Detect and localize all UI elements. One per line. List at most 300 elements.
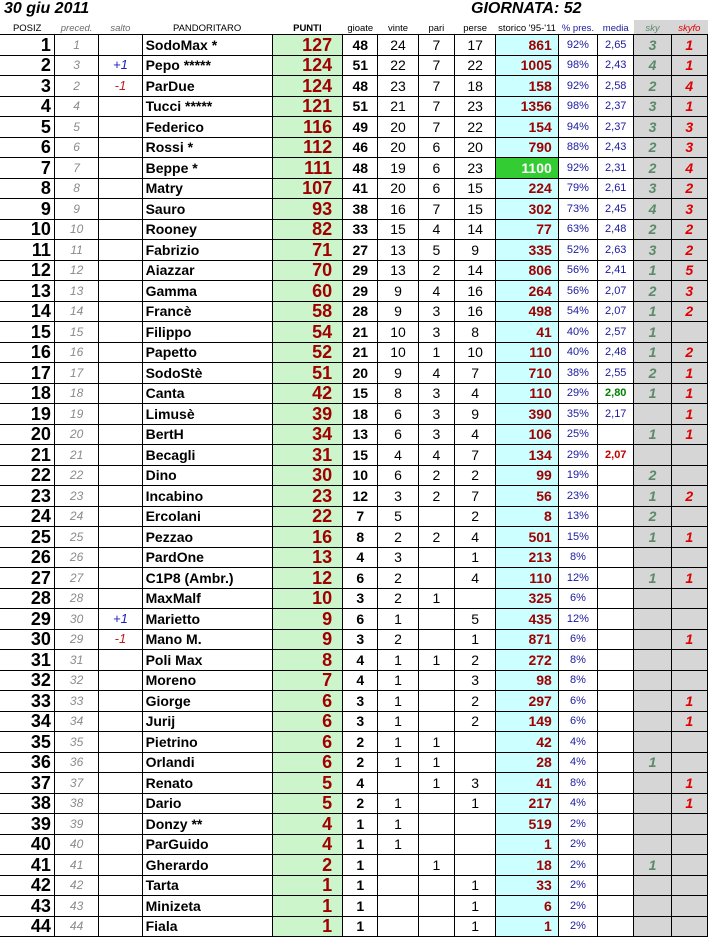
- historic-cell: 42: [496, 732, 558, 753]
- skyfo-cell: 1: [671, 711, 707, 732]
- sky-cell: 1: [634, 568, 671, 589]
- historic-cell: 18: [496, 855, 558, 876]
- won-cell: 4: [378, 445, 418, 466]
- draw-cell: 1: [418, 855, 454, 876]
- points-cell: 127: [272, 35, 343, 56]
- points-cell: 58: [272, 301, 343, 322]
- sky-cell: [634, 670, 671, 691]
- won-cell: 21: [378, 96, 418, 117]
- won-cell: 13: [378, 260, 418, 281]
- points-cell: 111: [272, 158, 343, 179]
- sky-cell: 1: [634, 752, 671, 773]
- historic-cell: 77: [496, 219, 558, 240]
- skyfo-cell: 1: [671, 55, 707, 76]
- header-row: [0, 20, 708, 35]
- lost-cell: 4: [455, 383, 496, 404]
- sky-cell: 2: [634, 158, 671, 179]
- historic-cell: 1356: [496, 96, 558, 117]
- average-cell: [598, 629, 634, 650]
- position-cell: 26: [0, 547, 54, 568]
- player-name-cell: Gherardo: [142, 855, 272, 876]
- played-cell: 7: [343, 506, 378, 527]
- player-name-cell: Dario: [142, 793, 272, 814]
- lost-cell: 4: [455, 568, 496, 589]
- average-cell: [598, 424, 634, 445]
- table-row: [0, 117, 708, 138]
- position-cell: 43: [0, 896, 54, 917]
- table-row: [0, 219, 708, 240]
- points-cell: 30: [272, 465, 343, 486]
- won-cell: 6: [378, 465, 418, 486]
- lost-cell: 15: [455, 199, 496, 220]
- previous-position-cell: 29: [54, 629, 98, 650]
- points-cell: 39: [272, 404, 343, 425]
- position-cell: 22: [0, 465, 54, 486]
- position-cell: 44: [0, 916, 54, 937]
- presence-cell: 6%: [558, 629, 597, 650]
- presence-cell: 54%: [558, 301, 597, 322]
- previous-position-cell: 8: [54, 178, 98, 199]
- sky-cell: 1: [634, 322, 671, 343]
- historic-cell: 28: [496, 752, 558, 773]
- won-cell: 13: [378, 240, 418, 261]
- played-cell: 4: [343, 650, 378, 671]
- player-name-cell: Canta: [142, 383, 272, 404]
- player-name-cell: Francè: [142, 301, 272, 322]
- presence-cell: 6%: [558, 691, 597, 712]
- points-cell: 5: [272, 773, 343, 794]
- historic-cell: 33: [496, 875, 558, 896]
- sky-cell: 3: [634, 240, 671, 261]
- presence-cell: 94%: [558, 117, 597, 138]
- draw-cell: [418, 896, 454, 917]
- historic-cell: 806: [496, 260, 558, 281]
- historic-cell: 335: [496, 240, 558, 261]
- sky-cell: 1: [634, 342, 671, 363]
- won-cell: 15: [378, 219, 418, 240]
- historic-cell: 1100: [496, 158, 558, 179]
- sky-cell: [634, 834, 671, 855]
- played-cell: 51: [343, 96, 378, 117]
- presence-cell: 56%: [558, 281, 597, 302]
- jump-cell: [99, 855, 142, 876]
- table-row: [0, 260, 708, 281]
- draw-cell: 7: [418, 117, 454, 138]
- won-cell: 3: [378, 547, 418, 568]
- lost-cell: 2: [455, 506, 496, 527]
- draw-cell: 1: [418, 773, 454, 794]
- player-name-cell: Becagli: [142, 445, 272, 466]
- player-name-cell: Moreno: [142, 670, 272, 691]
- position-cell: 10: [0, 219, 54, 240]
- lost-cell: 7: [455, 445, 496, 466]
- draw-cell: [418, 793, 454, 814]
- lost-cell: 1: [455, 547, 496, 568]
- played-cell: 38: [343, 199, 378, 220]
- played-cell: 8: [343, 527, 378, 548]
- skyfo-cell: [671, 814, 707, 835]
- position-cell: 34: [0, 711, 54, 732]
- points-cell: 51: [272, 363, 343, 384]
- player-name-cell: Donzy **: [142, 814, 272, 835]
- draw-cell: [418, 629, 454, 650]
- sky-cell: [634, 588, 671, 609]
- player-name-cell: Pietrino: [142, 732, 272, 753]
- sky-cell: 3: [634, 96, 671, 117]
- player-name-cell: Papetto: [142, 342, 272, 363]
- sky-cell: 1: [634, 855, 671, 876]
- won-cell: 1: [378, 670, 418, 691]
- played-cell: 27: [343, 240, 378, 261]
- historic-cell: 154: [496, 117, 558, 138]
- col-giocate: gioate: [347, 23, 374, 34]
- lost-cell: 2: [455, 711, 496, 732]
- jump-cell: [99, 178, 142, 199]
- won-cell: 1: [378, 711, 418, 732]
- draw-cell: 7: [418, 35, 454, 56]
- won-cell: 19: [378, 158, 418, 179]
- previous-position-cell: 4: [54, 96, 98, 117]
- jump-cell: [99, 711, 142, 732]
- presence-cell: 29%: [558, 445, 597, 466]
- lost-cell: 16: [455, 281, 496, 302]
- won-cell: [378, 855, 418, 876]
- played-cell: 18: [343, 404, 378, 425]
- col-sky: sky: [634, 20, 671, 35]
- played-cell: 12: [343, 486, 378, 507]
- lost-cell: [455, 732, 496, 753]
- historic-cell: 435: [496, 609, 558, 630]
- sky-cell: [634, 445, 671, 466]
- draw-cell: [418, 691, 454, 712]
- historic-cell: 498: [496, 301, 558, 322]
- previous-position-cell: 37: [54, 773, 98, 794]
- position-cell: 41: [0, 855, 54, 876]
- table-row: [0, 76, 708, 97]
- player-name-cell: BertH: [142, 424, 272, 445]
- previous-position-cell: 42: [54, 875, 98, 896]
- sky-cell: [634, 793, 671, 814]
- table-row: [0, 732, 708, 753]
- draw-cell: [418, 834, 454, 855]
- presence-cell: 13%: [558, 506, 597, 527]
- previous-position-cell: 28: [54, 588, 98, 609]
- played-cell: 1: [343, 875, 378, 896]
- average-cell: [598, 855, 634, 876]
- draw-cell: 1: [418, 732, 454, 753]
- average-cell: [598, 814, 634, 835]
- player-name-cell: Filippo: [142, 322, 272, 343]
- presence-cell: 6%: [558, 588, 597, 609]
- played-cell: 46: [343, 137, 378, 158]
- historic-cell: 519: [496, 814, 558, 835]
- title-bar: [0, 0, 709, 20]
- position-cell: 3: [0, 76, 54, 97]
- won-cell: 10: [378, 322, 418, 343]
- skyfo-cell: [671, 834, 707, 855]
- table-row: [0, 137, 708, 158]
- presence-cell: 35%: [558, 404, 597, 425]
- won-cell: 2: [378, 527, 418, 548]
- sky-cell: 2: [634, 506, 671, 527]
- skyfo-cell: 2: [671, 178, 707, 199]
- played-cell: 15: [343, 383, 378, 404]
- table-row: [0, 814, 708, 835]
- played-cell: 4: [343, 773, 378, 794]
- lost-cell: 14: [455, 219, 496, 240]
- skyfo-cell: 1: [671, 568, 707, 589]
- average-cell: 2,07: [598, 445, 634, 466]
- average-cell: [598, 752, 634, 773]
- skyfo-cell: 1: [671, 383, 707, 404]
- skyfo-cell: 2: [671, 342, 707, 363]
- player-name-cell: Orlandi: [142, 752, 272, 773]
- draw-cell: 1: [418, 342, 454, 363]
- sky-cell: [634, 547, 671, 568]
- average-cell: [598, 916, 634, 937]
- skyfo-cell: [671, 609, 707, 630]
- col-pres: % pres.: [561, 23, 595, 34]
- points-cell: 7: [272, 670, 343, 691]
- won-cell: 3: [378, 486, 418, 507]
- jump-cell: [99, 260, 142, 281]
- average-cell: [598, 465, 634, 486]
- previous-position-cell: 23: [54, 486, 98, 507]
- average-cell: 2,55: [598, 363, 634, 384]
- lost-cell: 3: [455, 773, 496, 794]
- col-preced: preced.: [60, 23, 93, 34]
- historic-cell: 297: [496, 691, 558, 712]
- jump-cell: [99, 117, 142, 138]
- points-cell: 6: [272, 732, 343, 753]
- draw-cell: 3: [418, 383, 454, 404]
- table-row: [0, 711, 708, 732]
- draw-cell: 6: [418, 137, 454, 158]
- average-cell: 2,63: [598, 240, 634, 261]
- presence-cell: 6%: [558, 711, 597, 732]
- won-cell: 1: [378, 752, 418, 773]
- table-row: [0, 322, 708, 343]
- sky-cell: 2: [634, 219, 671, 240]
- position-cell: 38: [0, 793, 54, 814]
- position-cell: 5: [0, 117, 54, 138]
- skyfo-cell: 2: [671, 240, 707, 261]
- historic-cell: 264: [496, 281, 558, 302]
- player-name-cell: Dino: [142, 465, 272, 486]
- points-cell: 6: [272, 691, 343, 712]
- points-cell: 93: [272, 199, 343, 220]
- previous-position-cell: 36: [54, 752, 98, 773]
- lost-cell: 10: [455, 342, 496, 363]
- table-row: [0, 55, 708, 76]
- position-cell: 2: [0, 55, 54, 76]
- table-row: [0, 158, 708, 179]
- played-cell: 41: [343, 178, 378, 199]
- col-media: media: [602, 23, 629, 34]
- played-cell: 6: [343, 568, 378, 589]
- table-row: [0, 609, 708, 630]
- presence-cell: 2%: [558, 875, 597, 896]
- lost-cell: 1: [455, 875, 496, 896]
- draw-cell: 3: [418, 404, 454, 425]
- player-name-cell: SodoMax *: [142, 35, 272, 56]
- lost-cell: 5: [455, 609, 496, 630]
- historic-cell: 217: [496, 793, 558, 814]
- player-name-cell: Renato: [142, 773, 272, 794]
- position-cell: 28: [0, 588, 54, 609]
- table-row: [0, 691, 708, 712]
- won-cell: 1: [378, 793, 418, 814]
- player-name-cell: Gamma: [142, 281, 272, 302]
- lost-cell: 23: [455, 158, 496, 179]
- lost-cell: [455, 752, 496, 773]
- jump-cell: [99, 732, 142, 753]
- historic-cell: 110: [496, 568, 558, 589]
- col-pari: pari: [428, 23, 445, 34]
- position-cell: 42: [0, 875, 54, 896]
- lost-cell: 18: [455, 76, 496, 97]
- jump-cell: [99, 281, 142, 302]
- points-cell: 1: [272, 875, 343, 896]
- played-cell: 1: [343, 855, 378, 876]
- position-cell: 27: [0, 568, 54, 589]
- won-cell: 1: [378, 650, 418, 671]
- standings-table: [0, 20, 708, 937]
- table-row: [0, 96, 708, 117]
- table-row: [0, 506, 708, 527]
- jump-cell: [99, 301, 142, 322]
- average-cell: 2,43: [598, 55, 634, 76]
- draw-cell: 2: [418, 527, 454, 548]
- draw-cell: 7: [418, 55, 454, 76]
- sky-cell: 2: [634, 76, 671, 97]
- table-row: [0, 35, 708, 56]
- historic-cell: 1: [496, 834, 558, 855]
- average-cell: 2,37: [598, 96, 634, 117]
- jump-cell: [99, 691, 142, 712]
- lost-cell: 4: [455, 424, 496, 445]
- presence-cell: 79%: [558, 178, 597, 199]
- won-cell: 5: [378, 506, 418, 527]
- points-cell: 116: [272, 117, 343, 138]
- draw-cell: [418, 568, 454, 589]
- won-cell: 9: [378, 301, 418, 322]
- points-cell: 107: [272, 178, 343, 199]
- position-cell: 33: [0, 691, 54, 712]
- jump-cell: [99, 199, 142, 220]
- player-name-cell: Giorge: [142, 691, 272, 712]
- average-cell: 2,37: [598, 117, 634, 138]
- points-cell: 42: [272, 383, 343, 404]
- historic-cell: 99: [496, 465, 558, 486]
- player-name-cell: Marietto: [142, 609, 272, 630]
- position-cell: 17: [0, 363, 54, 384]
- sky-cell: 4: [634, 55, 671, 76]
- presence-cell: 98%: [558, 55, 597, 76]
- skyfo-cell: 1: [671, 404, 707, 425]
- points-cell: 9: [272, 629, 343, 650]
- points-cell: 34: [272, 424, 343, 445]
- played-cell: 51: [343, 55, 378, 76]
- presence-cell: 4%: [558, 752, 597, 773]
- previous-position-cell: 20: [54, 424, 98, 445]
- sky-cell: 3: [634, 35, 671, 56]
- historic-cell: 302: [496, 199, 558, 220]
- points-cell: 2: [272, 855, 343, 876]
- jump-cell: [99, 465, 142, 486]
- previous-position-cell: 6: [54, 137, 98, 158]
- points-cell: 5: [272, 793, 343, 814]
- historic-cell: 325: [496, 588, 558, 609]
- jump-cell: -1: [99, 76, 142, 97]
- points-cell: 6: [272, 711, 343, 732]
- points-cell: 22: [272, 506, 343, 527]
- draw-cell: [418, 506, 454, 527]
- skyfo-cell: 1: [671, 527, 707, 548]
- position-cell: 35: [0, 732, 54, 753]
- played-cell: 48: [343, 158, 378, 179]
- sky-cell: 1: [634, 383, 671, 404]
- average-cell: 2,80: [598, 383, 634, 404]
- draw-cell: [418, 609, 454, 630]
- historic-cell: 106: [496, 424, 558, 445]
- jump-cell: [99, 773, 142, 794]
- won-cell: 23: [378, 76, 418, 97]
- average-cell: 2,48: [598, 342, 634, 363]
- played-cell: 48: [343, 76, 378, 97]
- table-row: [0, 424, 708, 445]
- previous-position-cell: 16: [54, 342, 98, 363]
- presence-cell: 8%: [558, 670, 597, 691]
- player-name-cell: Tucci *****: [142, 96, 272, 117]
- draw-cell: 7: [418, 76, 454, 97]
- points-cell: 52: [272, 342, 343, 363]
- presence-cell: 19%: [558, 465, 597, 486]
- table-row: [0, 629, 708, 650]
- player-name-cell: Limusè: [142, 404, 272, 425]
- points-cell: 16: [272, 527, 343, 548]
- table-row: [0, 199, 708, 220]
- previous-position-cell: 7: [54, 158, 98, 179]
- draw-cell: 1: [418, 588, 454, 609]
- player-name-cell: MaxMalf: [142, 588, 272, 609]
- previous-position-cell: 31: [54, 650, 98, 671]
- won-cell: 1: [378, 609, 418, 630]
- average-cell: 2,61: [598, 178, 634, 199]
- points-cell: 4: [272, 834, 343, 855]
- previous-position-cell: 12: [54, 260, 98, 281]
- historic-cell: 224: [496, 178, 558, 199]
- table-row: [0, 342, 708, 363]
- position-cell: 30: [0, 629, 54, 650]
- presence-cell: 23%: [558, 486, 597, 507]
- position-cell: 25: [0, 527, 54, 548]
- skyfo-cell: [671, 752, 707, 773]
- sky-cell: 1: [634, 424, 671, 445]
- historic-cell: 501: [496, 527, 558, 548]
- historic-cell: 1: [496, 916, 558, 937]
- won-cell: 9: [378, 363, 418, 384]
- won-cell: 2: [378, 588, 418, 609]
- lost-cell: 20: [455, 137, 496, 158]
- average-cell: [598, 732, 634, 753]
- lost-cell: 9: [455, 240, 496, 261]
- lost-cell: 9: [455, 404, 496, 425]
- historic-cell: 110: [496, 383, 558, 404]
- jump-cell: [99, 445, 142, 466]
- skyfo-cell: [671, 547, 707, 568]
- previous-position-cell: 17: [54, 363, 98, 384]
